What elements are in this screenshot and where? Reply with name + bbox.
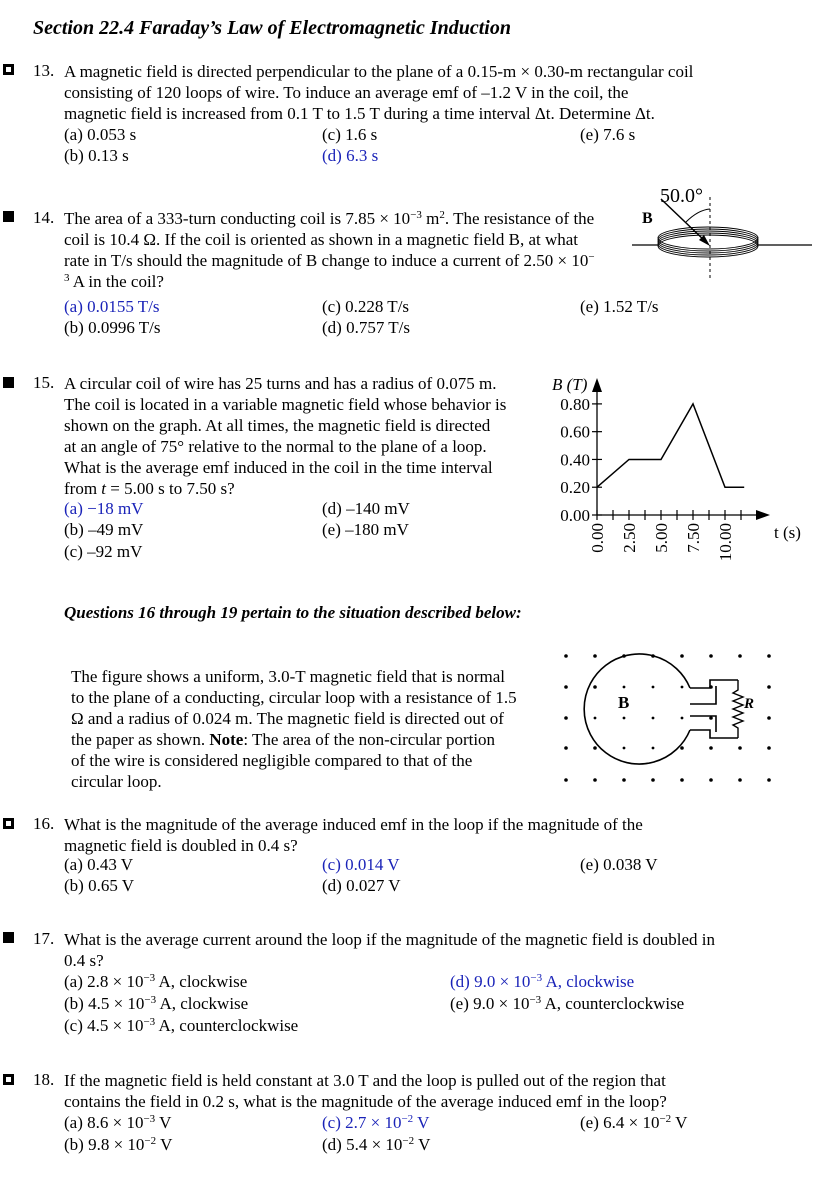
q18-option-e[interactable]: (e) $6.4 \times 10^{-2}$ V (580, 1113, 688, 1132)
question-14-stem: The area of a 333-turn conducting coil is $7.85 \times 10^{-3}$ $m^2$. The resistance of the coil is 10.4 Ω. If the coil is oriented as shown in a magnetic field B, at what rate in T/s should the magnitude of B change to induce a current of 2.50 × 10− $^3$ A in the coil? (64, 209, 595, 291)
field-dot (593, 778, 597, 782)
question-16-stem: What is the magnitude of the average induced emf in the loop if the magnitude of the magnetic field is doubled in 0.4 s? (64, 815, 643, 855)
question-13-stem: A magnetic field is directed perpendicular to the plane of a 0.15-m × 0.30-m rectangular coil consisting of 120 loops of wire. To induce an average emf of –1.2 V in the coil, the magnetic field is increased from 0.1 T to 1.5 T during a time interval Δt. Determine Δt. (64, 62, 694, 123)
field-dot (652, 747, 655, 750)
question-14-number: 14. (33, 208, 55, 227)
field-dot (622, 778, 626, 782)
field-dot (593, 685, 597, 689)
field-dot (767, 716, 771, 720)
q17-option-a[interactable]: (a) $2.8 \times 10^{-3}$ A, clockwise (64, 972, 248, 991)
q16-option-b[interactable]: (b) 0.65 V (64, 876, 135, 895)
q13-option-b[interactable]: (b) 0.13 s (64, 146, 129, 165)
chart-x-axis-label: t (s) (774, 523, 801, 542)
coil-figure (630, 183, 814, 283)
q15-option-e[interactable]: (e) –180 mV (322, 520, 409, 539)
chart-series-line (597, 404, 744, 487)
chart-y-tick-label: 0.60 (560, 422, 590, 442)
q16-option-a[interactable]: (a) 0.43 V (64, 855, 134, 874)
q13-option-c[interactable]: (c) 1.6 s (322, 125, 378, 144)
field-dots (564, 654, 771, 782)
field-dot (564, 685, 568, 689)
question-18-number: 18. (33, 1070, 55, 1089)
q13-option-a[interactable]: (a) 0.053 s (64, 125, 137, 144)
b-vs-t-chart (548, 370, 810, 570)
section-title: Section 22.4 Faraday’s Law of Electromagnetic Induction (33, 17, 511, 39)
loop-lower-lead (690, 730, 738, 738)
field-dot (680, 654, 684, 658)
question-16-number: 16. (33, 814, 55, 833)
chart-y-tick-label: 0.20 (560, 478, 590, 498)
field-dot (623, 717, 626, 720)
q13-option-e[interactable]: (e) 7.6 s (580, 125, 636, 144)
q14-option-c[interactable]: (c) 0.228 T/s (322, 297, 410, 316)
field-dot (593, 746, 597, 750)
field-dot (709, 746, 713, 750)
field-dot (593, 654, 597, 658)
question-18-marker-icon (3, 1074, 14, 1085)
q14-option-e[interactable]: (e) 1.52 T/s (580, 297, 659, 316)
field-dot (651, 778, 655, 782)
q14-option-d[interactable]: (d) 0.757 T/s (322, 318, 410, 337)
loop-upper-lead (690, 680, 738, 688)
q17-option-b[interactable]: (b) $4.5 \times 10^{-3}$ A, clockwise (64, 994, 249, 1013)
angle-label: 50.0° (660, 185, 703, 207)
q16-option-d[interactable]: (d) 0.027 V (322, 876, 401, 895)
loop-field-label-b: B (618, 693, 630, 712)
question-17-stem: What is the average current around the loop if the magnitude of the magnetic field is doubled in 0.4 s? (64, 930, 715, 970)
field-dot (594, 717, 597, 720)
q18-option-c[interactable]: (c) $2.7 \times 10^{-2}$ V (322, 1113, 430, 1132)
q15-option-b[interactable]: (b) –49 mV (64, 520, 144, 539)
field-dot (652, 686, 655, 689)
q14-option-a[interactable]: (a) 0.0155 T/s (64, 297, 160, 316)
chart-y-tick-label: 0.00 (560, 506, 590, 525)
chart-y-tick-label: 0.80 (560, 394, 590, 414)
circular-loop-wire (584, 654, 690, 764)
q17-option-e[interactable]: (e) $9.0 \times 10^{-3}$ A, counterclockwise (450, 994, 685, 1013)
resistor-label-r: R (744, 696, 755, 712)
field-label-b: B (642, 210, 653, 227)
q15-option-a[interactable]: (a) −18 mV (64, 499, 144, 518)
field-dot (709, 778, 713, 782)
pertain-heading: Questions 16 through 19 pertain to the situation described below: (64, 603, 522, 622)
q13-option-d[interactable]: (d) 6.3 s (322, 146, 379, 165)
chart-y-tick-label: 0.40 (560, 450, 590, 470)
chart-x-tick-label: 10.00 (716, 523, 735, 562)
q18-option-b[interactable]: (b) $9.8 \times 10^{-2}$ V (64, 1135, 173, 1154)
field-dot (623, 686, 626, 689)
question-18-stem: If the magnetic field is held constant at 3.0 T and the loop is pulled out of the region that contains the field in 0.2 s, what is the magnitude of the average induced emf in the loop? (64, 1071, 667, 1111)
question-15-number: 15. (33, 373, 55, 392)
field-dot (564, 716, 568, 720)
coil-rings (658, 227, 758, 257)
loop-figure (552, 640, 784, 790)
q18-option-d[interactable]: (d) $5.4 \times 10^{-2}$ V (322, 1135, 431, 1154)
question-15-stem: A circular coil of wire has 25 turns and has a radius of 0.075 m. The coil is located in a variable magnetic field whose behavior is shown on the graph. At all times, the magnetic field is directed at an angle of 75° relative to the normal to the plane of a loop. What is the average emf induced in the coil in the time interval from t = 5.00 s to 7.50 s? (64, 374, 507, 498)
question-17-number: 17. (33, 929, 55, 948)
field-dot (709, 654, 713, 658)
q16-option-c[interactable]: (c) 0.014 V (322, 855, 400, 874)
question-14-marker-icon (3, 211, 14, 222)
field-dot (652, 717, 655, 720)
question-16-marker-icon (3, 818, 14, 829)
field-dot (681, 717, 684, 720)
q18-option-a[interactable]: (a) $8.6 \times 10^{-3}$ V (64, 1113, 172, 1132)
field-dot (738, 654, 742, 658)
field-dot (738, 746, 742, 750)
chart-y-axis-arrowhead (592, 378, 602, 392)
q15-option-c[interactable]: (c) –92 mV (64, 542, 143, 561)
chart-x-tick-label: 5.00 (652, 523, 671, 553)
angle-arc (686, 209, 710, 222)
chart-y-axis-label: B (T) (552, 375, 588, 394)
chart-x-tick-label: 2.50 (620, 523, 639, 553)
field-dot (681, 686, 684, 689)
chart-x-axis-arrowhead (756, 510, 770, 520)
q16-option-e[interactable]: (e) 0.038 V (580, 855, 658, 874)
chart-x-tick-label: 7.50 (684, 523, 703, 553)
field-dot (738, 778, 742, 782)
field-dot (767, 685, 771, 689)
field-dot (564, 746, 568, 750)
situation-paragraph: The figure shows a uniform, 3.0-T magnetic field that is normal to the plane of a conducting, circular loop with a resistance of 1.5 Ω and a radius of 0.024 m. The magnetic field is directed out of the paper as shown. Note: The area of the non-circular portion of the wire is considered negligible compared to that of the circular loop. (71, 667, 517, 791)
q17-option-d[interactable]: (d) $9.0 \times 10^{-3}$ A, clockwise (450, 972, 635, 991)
field-dot (623, 747, 626, 750)
q15-option-d[interactable]: (d) –140 mV (322, 499, 410, 518)
question-13-marker-icon (3, 64, 14, 75)
chart-x-tick-label: 0.00 (588, 523, 607, 553)
field-dot (767, 778, 771, 782)
q17-option-c[interactable]: (c) $4.5 \times 10^{-3}$ A, counterclockwise (64, 1016, 299, 1035)
question-17-marker-icon (3, 932, 14, 943)
question-13-number: 13. (33, 61, 55, 80)
field-dot (564, 778, 568, 782)
question-15-marker-icon (3, 377, 14, 388)
field-dot (767, 746, 771, 750)
resistor-icon (733, 680, 743, 738)
field-dot (564, 654, 568, 658)
field-dot (767, 654, 771, 658)
field-dot (680, 746, 684, 750)
q14-option-b[interactable]: (b) 0.0996 T/s (64, 318, 161, 337)
field-dot (680, 778, 684, 782)
